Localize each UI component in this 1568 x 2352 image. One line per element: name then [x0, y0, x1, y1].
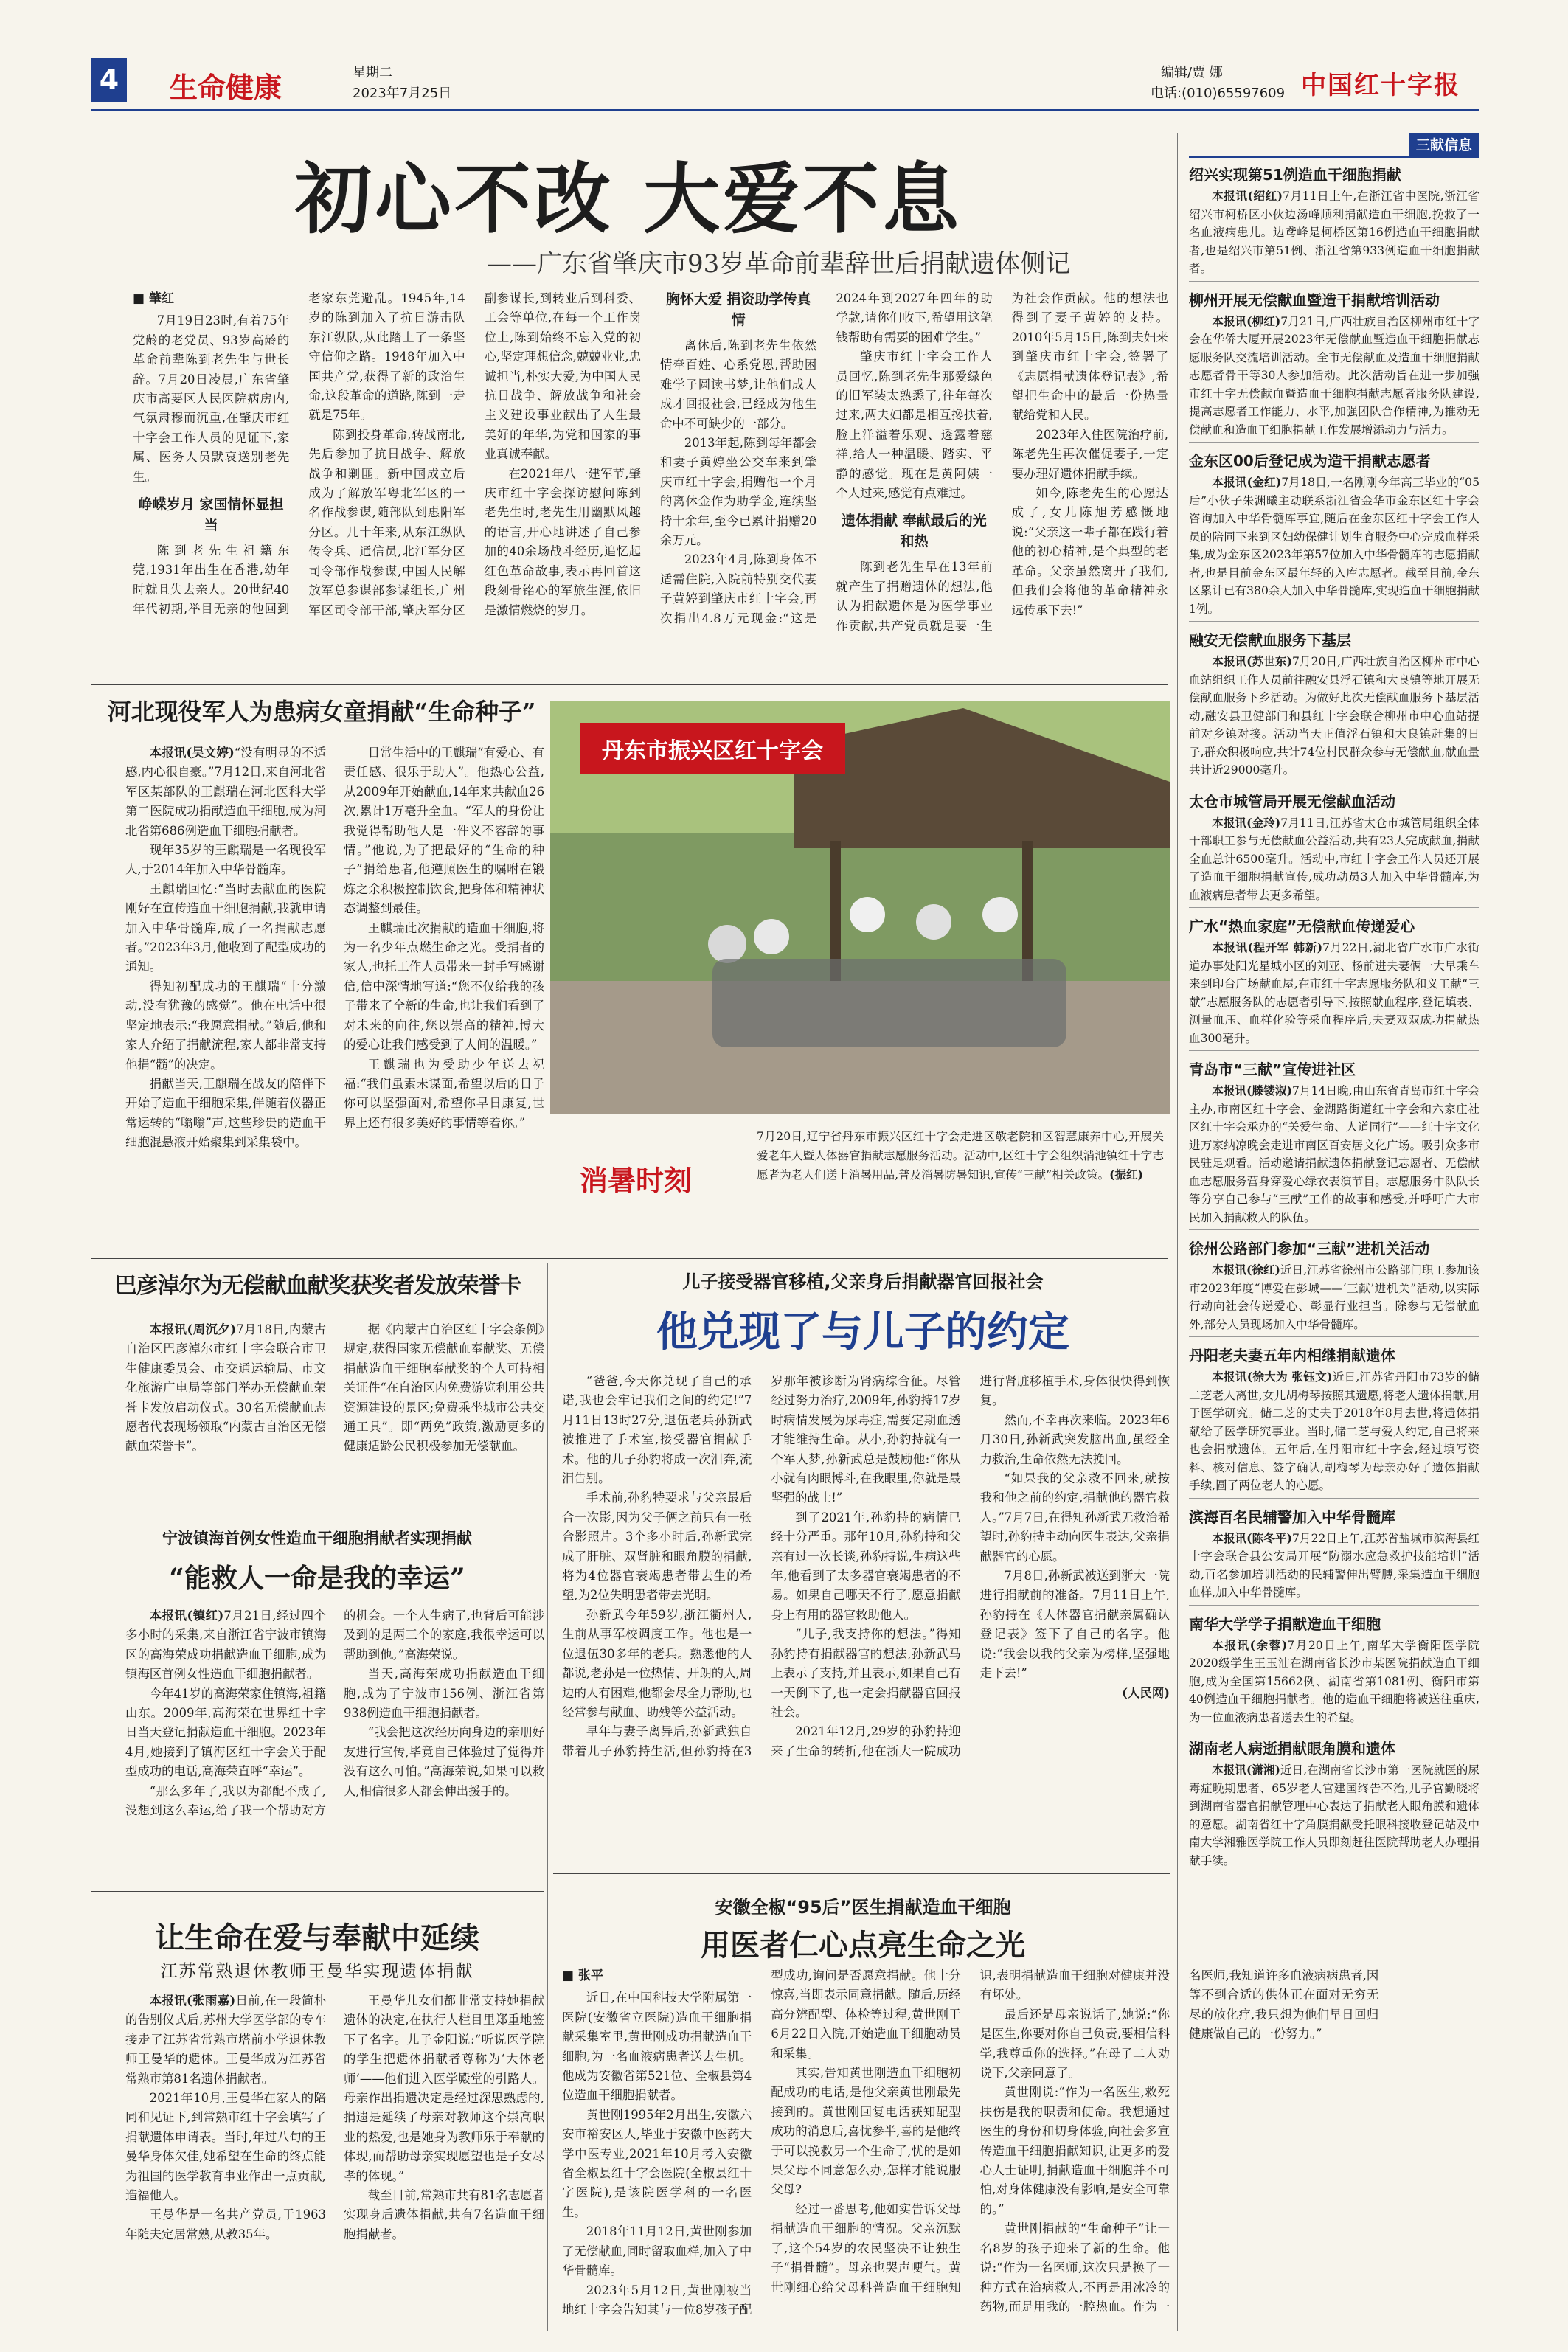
paragraph: 肇庆市红十字会工作人员回忆,陈到老先生那爱绿色的旧军装太熟悉了,往年每次过来,两夫妇都是相互搀扶着,脸上洋溢着乐观、透露着慈祥,给人一种温暖、踏实、平静的感觉。现在是黄阿姨一个人过来,感觉有点难过。 — [836, 350, 993, 501]
brief-item — [1189, 1736, 1479, 1873]
paragraph: 王麒瑞也为受助少年送去祝福:“我们虽素未谋面,希望以后的日子你可以坚强面对,希望你早日康复,世界上还有很多美好的事情等着你。” — [344, 1057, 544, 1130]
brief-divider — [1189, 1605, 1479, 1606]
brief-text: 7月18日,一名刚刚今年高三毕业的“05后”小伙子朱渊曦主动联系浙江省金华市金东区红十字会咨询加入中华骨髓库事宜,随后在金东区红十字会工作人员的陪同下来到区妇幼保健计划生育服务中心完成血样采集,成为金东区2023年第57位加入中华骨髓库的志愿捐献者,也是目前金东区最年轻的入库志愿者。截至目前,金东区累计已有380余人加入中华骨髓库,实现造血干细胞捐献1例。 — [1189, 476, 1479, 616]
brief-text: 7月21日,广西壮族自治区柳州市红十字会在华侨大厦开展2023年无偿献血暨造血干细胞捐献志愿服务队交流培训活动。全市无偿献血及造血干细胞捐献志愿者骨干等30人参加活动。此次活动旨在进一步加强市红十字无偿献血暨造血干细胞捐献志愿者服务队建设,提高志愿者工作能力、水平,加强团队合作精神,为推动无偿献血和造血干细胞捐献工作发展增添动力与活力。 — [1189, 314, 1479, 437]
story6-headline: 他兑现了与儿子的约定 — [656, 1308, 1069, 1356]
paragraph: 2021年10月,王曼华在家人的陪同和见证下,到常熟市红十字会填写了捐献遗体申请表。当时,年过八旬的王曼华身体欠佳,她希望在生命的终点能为祖国的医学教育事业作出一点贡献,造福他人。 — [125, 2091, 326, 2203]
story1-headline: 初心不改 大爱不息 — [295, 154, 962, 244]
paragraph: 王麒瑞此次捐献的造血干细胞,将为一名少年点燃生命之光。受捐者的家人,也托工作人员带来一封手写感谢信,信中深情地写道:“您不仅给我的孩子带来了全新的生命,也让我们看到了对未来的向往,您以崇高的精神,博大的爱心让我们感受到了人间的温暖。” — [344, 920, 544, 1052]
header-rule — [91, 109, 1479, 111]
brief-item — [1189, 789, 1479, 909]
brief-item — [1189, 1612, 1479, 1731]
paragraph: 到了2021年,孙豹持的病情已经十分严重。那年10月,孙豹持和父亲有过一次长谈,孙豹持说,生病这些年,他看到了太多器官衰竭患者的不易。如果自己哪天不行了,愿意捐献身上有用的器官救助他人。 — [771, 1510, 961, 1622]
story5-subtitle: 江苏常熟退休教师王曼华实现遗体捐献 — [160, 1962, 474, 1981]
paragraph: 王麒瑞回忆:“当时去献血的医院刚好在宣传造血干细胞捐献,我就申请加入中华骨髓库,成了一名捐献志愿者。”2023年3月,他收到了配型成功的通知。 — [125, 881, 326, 974]
paragraph: 7月8日,孙新武被送到浙大一院进行捐献前的准备。7月11日上午,孙豹持在《人体器官捐献亲属确认登记表》签下了自己的名字。他说:“我会以我的父亲为榜样,坚强地走下去!” — [979, 1569, 1170, 1681]
story5-body — [125, 1991, 544, 2335]
paragraph: 近日,在中国科技大学附属第一医院(安徽省立医院)造血干细胞捐献采集室里,黄世刚成功捐献造血干细胞,为一名血液病患者送去生机。他成为安徽省第521位、全椒县第4位造血干细胞捐献者。 — [562, 1991, 752, 2103]
paragraph: 2018年11月12日,黄世刚参加了无偿献血,同时留取血样,加入了中华骨髓库。 — [562, 2224, 752, 2278]
brief-body — [1189, 187, 1479, 278]
story4-body — [125, 1606, 544, 1866]
rule — [91, 1891, 544, 1892]
brief-divider — [1189, 621, 1479, 622]
page-number-badge — [91, 58, 127, 102]
paragraph: “儿子,我支持你的想法。”得知孙豹持有捐献器官的想法,孙新武马上表示了支持,并且表示,如果自己有一天倒下了,也一定会捐献器官回报社会。 — [771, 1627, 961, 1719]
paragraph: 2023年5月12日,黄世刚被当地红十字会告知其与一位8岁孩子配型成功,询问是否愿意捐献。他十分惊喜,当即表示同意捐献。随后,历经高分辨配型、体检等过程,黄世刚于6月22日入院,开始造血干细胞动员和采集。 — [562, 1968, 961, 2317]
brief-divider — [1189, 281, 1479, 282]
brief-tag: 本报讯(绍红) — [1212, 189, 1283, 203]
brief-body — [1189, 814, 1479, 905]
brief-tag: 本报讯(陈冬平) — [1212, 1530, 1292, 1545]
paragraph-text: 7月18日,内蒙古自治区巴彦淖尔市红十字会联合市卫生健康委员会、市交通运输局、市文化旅游广电局等部门举办无偿献血荣誉卡发放启动仪式。30名无偿献血志愿者代表现场领取“内蒙古自治区无偿献血荣誉卡”。 — [125, 1322, 327, 1454]
story4-kicker: 宁波镇海首例女性造血干细胞捐献者实现捐献 — [162, 1530, 472, 1547]
paragraph: 王曼华儿女们都非常支持她捐献遗体的决定,在执行人栏目里郑重地签下了名字。儿子金阳说:“听说医学院的学生把遗体捐献者尊称为‘大体老师’——他们进入医学殿堂的引路人。母亲作出捐遗决定是经过深思熟虑的,捐遗是延续了母亲对教师这个崇高职业的热爱,也是她身为教师乐于奉献的体现,而帮助母亲实现愿望也是子女尽孝的体现。” — [344, 1994, 544, 2183]
paragraph: 截至目前,常熟市共有81名志愿者实现身后遗体捐献,共有7名造血干细胞捐献者。 — [344, 2188, 544, 2241]
brief-body — [1189, 1082, 1479, 1227]
brief-text: 7月11日,江苏省太仓市城管局组织全体干部职工参与无偿献血公益活动,共有23人完成献血,捐献全血总计6500毫升。活动中,市红十字会工作人员还开展了造血干细胞捐献宣传,成功动员3人加入中华骨髓库,为血液病患者带去更多希望。 — [1189, 816, 1479, 902]
brief-title: 湖南老人病逝捐献眼角膜和遗体 — [1189, 1740, 1395, 1758]
story3-body — [125, 1320, 544, 1497]
page-number: 4 — [99, 63, 119, 96]
brief-divider — [1189, 1498, 1479, 1499]
brief-body — [1189, 939, 1479, 1047]
paper-logo: 中国红十字报 — [1301, 71, 1460, 100]
paragraph: 黄世刚说:“作为一名医生,救死扶伤是我的职责和使命。我想通过医生的身份和切身体验,向社会多宣传造血干细胞捐献知识,让更多的爱心人士证明,捐献造血干细胞并不可怕,对身体健康没有影响,是安全可靠的。” — [979, 2085, 1170, 2216]
brief-body — [1189, 1261, 1479, 1333]
brief-body — [1189, 1530, 1479, 1602]
brief-title: 绍兴实现第51例造血干细胞捐献 — [1189, 166, 1401, 184]
brief-list — [1189, 162, 1479, 1873]
event-photo — [550, 701, 1170, 1114]
brief-tag: 本报讯(滕镂淑) — [1212, 1083, 1292, 1097]
editor: 编辑/贾 娜 — [1161, 65, 1223, 80]
story6-credit: (人民网) — [1122, 1685, 1170, 1700]
brief-divider — [1189, 907, 1479, 908]
story3-tag: 本报讯(周沉夕) — [149, 1322, 237, 1336]
photo-block — [550, 701, 1170, 1246]
paragraph — [125, 1606, 326, 1685]
story2-headline: 河北现役军人为患病女童捐献“生命种子” — [107, 698, 536, 726]
paragraph: “我会把这次经历向身边的亲朋好友进行宣传,毕竟自己体验过了觉得并没有这么可怕。”高海荣说,如果可以救人,相信很多人都会伸出援手的。 — [344, 1725, 544, 1798]
paragraph: “那么多年了,我以为都配不成了,没想到这么幸运,给了我一个帮助对方的机会。一个人生病了,也背后可能涉及到的是两三个的家庭,我很幸运可以帮助到他。”高海荣说。 — [125, 1609, 544, 1818]
brief-item — [1189, 914, 1479, 1051]
story1-subhead: 胸怀大爱 捐资助学传真情 — [665, 291, 811, 328]
story4-headline: “能救人一命是我的幸运” — [169, 1563, 465, 1594]
brief-tag: 本报讯(金红) — [1212, 475, 1282, 489]
paragraph: 然而,不幸再次来临。2023年6月30日,孙新武突发脑出血,虽经全力救治,生命依然无法挽回。 — [979, 1412, 1170, 1466]
paragraph: 王曼华是一名共产党员,于1963年随夫定居常熟,从教35年。 — [125, 2207, 326, 2241]
paragraph — [125, 1991, 326, 2089]
paragraph: 2023年4月,陈到身体不适需住院,入院前特别交代妻子黄婷到肇庆市红十字会,再次捐出4.8万元现金:“这是2024年到2027年四年的助学款,请你们收下,希望用这笔钱帮助有需要的困难学生。” — [659, 291, 993, 625]
brief-text: 7月22日上午,江苏省盐城市滨海县红十字会联合县公安局开展“防溺水应急救护技能培训”活动,百名参加培训活动的民辅警伸出臂膊,采集造血干细胞血样,加入中华骨髓库。 — [1189, 1531, 1479, 1599]
paragraph: 陈到老先生早在13年前就产生了捐赠遗体的想法,他认为捐献遗体是为医学事业作贡献,共产党员就是要一生为社会作贡献。他的想法也得到了妻子黄婷的支持。2010年5月15日,陈到夫妇来到肇庆市红十字会,签署了《志愿捐献遗体登记表》,希望把生命中的最后一份热量献给党和人民。 — [836, 291, 1168, 633]
section-title: 生命健康 — [170, 72, 282, 104]
story2-body — [125, 743, 544, 1252]
story3-headline: 巴彦淖尔为无偿献血献奖获奖者发放荣誉卡 — [114, 1273, 521, 1299]
paragraph: 在2021年八一建军节,肇庆市红十字会探访慰问陈到老先生时,老先生用幽默风趣的语言,开心地讲述了自己参加的40余场战斗经历,追忆起红色革命故事,表示再回首这段刻骨铭心的军旅生涯,依旧是激情燃烧的岁月。 — [484, 466, 641, 617]
paragraph: “如果我的父亲救不回来,就按我和他之前的约定,捐献他的器官救人。”7月7日,在得知孙新武无救治希望时,孙豹持主动向医生表达,父亲捐献器官的心愿。 — [979, 1471, 1170, 1564]
brief-body — [1189, 1637, 1479, 1727]
brief-title: 徐州公路部门参加“三献”进机关活动 — [1189, 1240, 1430, 1257]
paragraph: 早年与妻子离异后,孙新武独自带着儿子孙豹持生活,但孙豹持在3岁那年被诊断为肾病综合征。尽管经过努力治疗,2009年,孙豹持17岁时病情发展为尿毒症,需要定期血透才能维持生命。从小,孙豹持就有一个军人梦,孙新武总是鼓励他:“你从小就有肉眼博斗,在我眼里,你就是最坚强的战士!” — [562, 1374, 961, 1758]
paragraph: 今年41岁的高海荣家住镇海,祖籍山东。2009年,高海荣在世界红十字日当天登记捐献造血干细胞。2023年4月,她接到了镇海区红十字会关于配型成功的电话,高海荣直呼“幸运”。 — [125, 1686, 326, 1779]
sidebar-divider — [1177, 133, 1178, 2331]
story4-tag: 本报讯(镇红) — [149, 1609, 224, 1623]
paragraph: 得知初配成功的王麒瑞“十分激动,没有犹豫的感觉”。他在电话中很坚定地表示:“我愿意捐献。”随后,他和家人介绍了捐献流程,家人都非常支持他捐“髓”的决定。 — [125, 979, 326, 1072]
paragraph — [125, 743, 326, 841]
column-divider — [547, 1263, 548, 2331]
phone: 电话:(010)65597609 — [1151, 86, 1286, 101]
paragraph: 2013年起,陈到每年都会和妻子黄婷坐公交车来到肇庆市红十字会,捐赠他一个月的离休金作为助学金,连续坚持十余年,至今已累计捐赠20余万元。 — [659, 436, 817, 548]
brief-item — [1189, 448, 1479, 622]
story1-subhead: 峥嵘岁月 家国情怀显担当 — [138, 496, 284, 534]
paragraph: 陈到投身革命,转战南北,先后参加了抗日战争、解放战争和剿匪。新中国成立后成为了解放军粤北军区的一名作战参谋,随部队到惠阳军分区。几十年来,从东江纵队传令兵、通信员,北江军分区司令部作战参谋,中国人民解放军总参谋部参谋组长,广州军区司令部干部,肇庆军分区副参谋长,到转业后到科委、工会等单位,在每一个工作岗位上,陈到始终不忘入党的初心,坚定理想信念,兢兢业业,忠诚担当,朴实大爱,为中国人民抗日战争、解放战争和社会主义建设事业献出了人生最美好的年华,为党和国家的事业真诚奉献。 — [308, 291, 641, 617]
brief-title: 青岛市“三献”宣传进社区 — [1189, 1061, 1356, 1078]
paragraph — [125, 1320, 326, 1457]
brief-item — [1189, 628, 1479, 783]
story7-body — [562, 1966, 1379, 2334]
brief-title: 滨海百名民辅警加入中华骨髓库 — [1189, 1508, 1395, 1526]
paragraph: 黄世刚1995年2月出生,安徽六安市裕安区人,毕业于安徽中医药大学中医专业,2021年10月考入安徽省全椒县红十字会医院(全椒县红十字医院),是该院医学科的一名医生。 — [562, 2107, 752, 2219]
photo-caption-text: 7月20日,辽宁省丹东市振兴区红十字会走进区敬老院和区智慧康养中心,开展关爱老年人暨人体器官捐献志愿服务活动。活动中,区红十字会组织消池镇红十字志愿者为老人们送上消暑用品,普及消暑防暑知识,宣传“三献”相关政策。 — [757, 1130, 1164, 1182]
brief-item — [1189, 1057, 1479, 1230]
brief-item — [1189, 1343, 1479, 1499]
paragraph: 7月19日23时,有着75年党龄的老党员、93岁高龄的革命前辈陈到老先生与世长辞。7月20日凌晨,广东省肇庆市高要区人民医院病房内,气氛肃穆而沉重,在肇庆市红十字会工作人员的见证下,家属、医务人员默哀送别老先生。 — [133, 313, 290, 484]
brief-title: 广水“热血家庭”无偿献血传递爱心 — [1189, 917, 1415, 935]
brief-tag: 本报讯(柳红) — [1212, 313, 1281, 328]
paragraph: 当天,高海荣成功捐献造血干细胞,成为了宁波市156例、浙江省第938例造血干细胞捐献者。 — [344, 1667, 544, 1721]
story5-tag: 本报讯(张雨嘉) — [149, 1994, 236, 2008]
brief-text: 7月11日上午,在浙江省中医院,浙江省绍兴市柯桥区小伙边汤峰顺利捐献造血干细胞,挽救了一名血液病患儿。边鸢峰是柯桥区第16例造血干细胞捐献者,也是绍兴市第51例、浙江省第933例造血干细胞捐献者。 — [1189, 190, 1479, 275]
paragraph: 孙新武今年59岁,浙江衢州人,生前从事军校调度工作。他也是一位退伍30多年的老兵。熟悉他的人都说,老孙是一位热情、开朗的人,周边的人有困难,他都会尽全力帮助,也经常参与献血、助残等公益活动。 — [562, 1607, 752, 1719]
brief-body — [1189, 1368, 1479, 1495]
rule — [553, 1873, 1170, 1874]
paragraph-text: 7月21日,经过四个多小时的采集,来自浙江省宁波市镇海区的高海荣成功捐献造血干细胞,成为镇海区首例女性造血干细胞捐献者。 — [125, 1609, 326, 1682]
paragraph: 捐献当天,王麒瑞在战友的陪伴下开始了造血干细胞采集,伴随着仪器正常运转的“嗡嗡”声,这些珍贵的造血干细胞混悬液开始聚集到采集袋中。 — [125, 1076, 326, 1150]
rule — [91, 684, 1168, 685]
paragraph: 日常生活中的王麒瑞“有爱心、有责任感、很乐于助人”。他热心公益,从2009年开始献血,14年来共献血26次,累计1万毫升全血。“军人的身份让我觉得帮助他人是一件义不容辞的事情。”他说,为了把最好的“生命的种子”捐给患者,他遵照医生的嘱咐在锻炼之余积极控制饮食,把身体和精神状态调整到最佳。 — [344, 746, 544, 916]
brief-text: 7月20日,广西壮族自治区柳州市中心血站组织工作人员前往融安县浮石镇和大良镇等地开展无偿献血服务下乡活动。为做好此次无偿献血服务下基层活动,融安县卫健部门和县红十字会联合柳州市中心血站提前对乡镇对接。活动当天正值浮石镇和大良镇赶集的日子,群众积极响应,共计74位村民群众参与无偿献血,献血量共计近29000毫升。 — [1189, 655, 1479, 777]
story6-kicker: 儿子接受器官移植,父亲身后捐献器官回报社会 — [682, 1272, 1044, 1292]
photo-caption — [757, 1127, 1164, 1184]
brief-body — [1189, 473, 1479, 618]
paragraph: 黄世刚捐献的“生命种子”让一名8岁的孩子迎来了新的生命。他说:“作为一名医师,这次只是换了一种方式在治病救人,不再是用冰冷的药物,而是用我的一腔热血。作为一名医师,我知道许多血液病病患者,因等不到合适的供体正在面对无穷无尽的放化疗,我只想为他们早日回归健康做自己的一份努力。” — [979, 1968, 1379, 2314]
story1-body — [133, 289, 1168, 679]
brief-item — [1189, 1236, 1479, 1337]
issue-date: 2023年7月25日 — [353, 86, 452, 101]
paragraph: 手术前,孙豹特要求与父亲最后合一次影,因为父子俩之前只有一张合影照片。3个多小时后,孙新武完成了肝脏、双肾脏和眼角膜的捐献,将为4位器官衰竭患者带去生的希望,为2位失明患者带去光明。 — [562, 1491, 752, 1603]
story1-subtitle: ——广东省肇庆市93岁革命前辈辞世后捐献遗体侧记 — [487, 249, 1071, 279]
brief-text: 近日,江苏省丹阳市73岁的储二芝老人离世,女儿胡梅琴按照其遗愿,将老人遗体捐献,用于医学研究。储二芝的丈夫于2018年8月去世,将遗体捐献给了医学研究事业。当时,储二芝与爱人约定,自己将来也会捐献遗体。五年后,在丹阳市红十字会,经过填写资料、核对信息、签字确认,胡梅琴为母亲办好了遗体捐献手续,圆了两位老人的心愿。 — [1189, 1370, 1479, 1492]
brief-title: 金东区00后登记成为造干捐献志愿者 — [1189, 452, 1431, 470]
brief-tag: 本报讯(金玲) — [1212, 815, 1281, 830]
brief-text: 7月14日晚,由山东省青岛市红十字会主办,市南区红十字会、金湖路街道红十字会和六家庄社区红十字会承办的“关爱生命、人道同行”——红十字文化进万家纳凉晚会走进市南区百安居文化广场。吸引众多市民驻足观看。活动邀请捐献遗体捐献登记志愿者、无偿献血志愿服务营身穿爱心绿衣表演节目。志愿服务中队队长等分享自己参与“三献”工作的故事和感受,并呼吁广大市民加入捐献救人的队伍。 — [1189, 1084, 1479, 1224]
story7-headline: 用医者仁心点亮生命之光 — [701, 1928, 1025, 1963]
story7-byline: ■ 张平 — [562, 1968, 603, 1983]
brief-divider — [1189, 1229, 1479, 1230]
paragraph: 最后还是母亲说话了,她说:“你是医生,你要对你自己负责,要相信科学,我尊重你的选择。”在母子二人劝说下,父亲同意了。 — [979, 2007, 1170, 2081]
brief-tag: 本报讯(苏世东) — [1212, 654, 1292, 668]
brief-tag: 本报讯(潇湘) — [1212, 1763, 1280, 1777]
paragraph: 其实,告知黄世刚造血干细胞初配成功的电话,是他父亲黄世刚最先接到的。黄世刚回复电话获知配型成功的消息后,喜忧参半,喜的是他终于可以挽救另一个生命了,忧的是如果父母不同意怎么办,怎样才能说服父母? — [771, 2066, 961, 2197]
photo-banner-text: 丹东市振兴区红十字会 — [602, 738, 823, 764]
brief-body — [1189, 1761, 1479, 1870]
brief-item — [1189, 288, 1479, 443]
brief-tag: 本报讯(余蓉) — [1212, 1637, 1288, 1652]
paragraph: 2023年入住医院治疗前,陈老先生再次催促妻子,一定要办理好遗体捐献手续。 — [1011, 427, 1168, 481]
brief-divider — [1189, 1336, 1479, 1337]
story1-byline: ■ 肇红 — [133, 291, 174, 306]
photo-label: 消暑时刻 — [580, 1164, 693, 1197]
paragraph: 2021年12月,29岁的孙豹持迎来了生命的转折,他在浙大一院成功进行肾脏移植手术,身体很快得到恢复。 — [771, 1374, 1170, 1758]
brief-text: 7月20日上午,南华大学衡阳医学院2020级学生王玉汕在湖南省长沙市某医院捐献造血干细胞,成为全国第15662例、湖南省第1081例、衡阳市第40例造血干细胞捐献者。他的造血干细胞将被送往重庆,为一位血液病患者送去生的希望。 — [1189, 1638, 1479, 1724]
paragraph: 离休后,陈到老先生依然情牵百姓、心系党恩,帮助困难学子圆读书梦,让他们成人成才回报社会,已经成为他生命中不可缺少的一部分。 — [659, 339, 817, 431]
sidebar-label-bar — [1189, 133, 1479, 158]
sidebar-label: 三献信息 — [1409, 133, 1479, 156]
story1-subhead: 遗体捐献 奉献最后的光和热 — [842, 513, 987, 550]
paragraph: 经过一番思考,他如实告诉父母捐献造血干细胞的情况。父亲沉默了,这个54岁的农民坚决不让独生子“捐骨髓”。母亲也哭声哽气。黄世刚细心给父母科普造血干细胞知识,表明捐献造血干细胞对健康并没有坏处。 — [771, 1968, 1170, 2294]
paragraph: 如今,陈老先生的心愿达成了,女儿陈旭芳感慨地说:“父亲这一辈子都在践行着他的初心精神,是个典型的老革命。父亲虽然离开了我们,但我们会将他的革命精神永远传承下去!” — [1011, 486, 1168, 617]
brief-body — [1189, 653, 1479, 780]
brief-body — [1189, 313, 1479, 440]
paragraph: 据《内蒙古自治区红十字会条例》规定,获得国家无偿献血奉献奖、无偿捐献造血干细胞奉献奖的个人可持相关证件“在自治区内免费游览利用公共资源建设的景区;免费乘坐城市公共交通工具”。即“两免”政策,激励更多的健康适龄公民积极参加无偿献血。 — [344, 1322, 544, 1454]
brief-divider — [1189, 442, 1479, 443]
paragraph: “爸爸,今天你兑现了自己的承诺,我也会牢记我们之间的约定!”7月11日13时27分,退伍老兵孙新武被推进了手术室,接受器官捐献手术。他的儿子孙豹将成一次泪奔,流泪告别。 — [562, 1374, 752, 1486]
paragraph: 陈到老先生祖籍东莞,1931年出生在香港,幼年时就且失去亲人。20世纪40年代初期,举目无亲的他回到老家东莞避乱。1945年,14岁的陈到加入了抗日游击队东江纵队,从此踏上了一条坚守信仰之路。1948年加入中国共产党,获得了新的政治生命,这段革命的道路,陈到一走就是75年。 — [133, 291, 465, 617]
paragraph-text: “没有明显的不适感,内心很自豪。”7月12日,来自河北省军区某部队的王麒瑞在河北医科大学第二医院成功捐献造血干细胞,成为河北省第686例造血干细胞捐献者。 — [125, 746, 326, 838]
brief-text: 近日,江苏省徐州市公路部门职工参加该市2023年度“博爱在彭城——‘三献’进机关”活动,以实际行动向社会传递爱心、彰显行业担当。除参与无偿献血外,部分人员现场加入中华骨髓库。 — [1189, 1263, 1479, 1331]
story5-headline: 让生命在爱与奉献中延续 — [155, 1921, 479, 1955]
brief-divider — [1189, 1050, 1479, 1051]
brief-tag: 本报讯(程开军 韩新) — [1212, 940, 1323, 954]
story7-kicker: 安徽全椒“95后”医生捐献造血干细胞 — [715, 1897, 1011, 1918]
brief-text: 7月22日,湖北省广水市广水街道办事处阳光星城小区的刘亚、杨前进夫妻俩一大早乘车来到印台广场献血屋,在市红十字志愿服务队和义工献“三献”志愿服务队的志愿者引导下,按照献血程序,登记填表、测量血压、血样化验等采血程序后,夫妻双双成功捐献热血300毫升。 — [1189, 941, 1479, 1045]
brief-title: 柳州开展无偿献血暨造干捐献培训活动 — [1189, 291, 1440, 309]
brief-tag: 本报讯(徐红) — [1212, 1263, 1280, 1277]
photo-credit: (振红) — [1109, 1168, 1144, 1182]
brief-title: 太仓市城管局开展无偿献血活动 — [1189, 792, 1395, 811]
brief-tag: 本报讯(徐大为 张钰文) — [1212, 1370, 1333, 1384]
weekday: 星期二 — [353, 65, 392, 80]
paragraph-text: 日前,在一段简朴的告别仪式后,苏州大学医学部的专车接走了江苏省常熟市塔前小学退休教师王曼华的遗体。王曼华成为江苏省常熟市第81名遗体捐献者。 — [125, 1994, 326, 2086]
brief-item — [1189, 1505, 1479, 1606]
brief-item — [1189, 162, 1479, 282]
paragraph: 现年35岁的王麒瑞是一名现役军人,于2014年加入中华骨髓库。 — [125, 843, 326, 877]
brief-title: 丹阳老夫妻五年内相继捐献遗体 — [1189, 1347, 1395, 1364]
brief-title: 南华大学学子捐献造血干细胞 — [1189, 1614, 1381, 1633]
brief-text: 近日,在湖南省长沙市第一医院就医的尿毒症晚期患者、65岁老人官建国终告不治,儿子官勤晓将到湖南省器官捐献管理中心表达了捐献老人眼角膜和遗体的意愿。湖南省红十字角膜捐献受托眼科接收登记站及中南大学湘雅医学院工作人员即刻赶往医院帮助老人办理捐献手续。 — [1189, 1763, 1479, 1867]
story6-body — [562, 1372, 1170, 1888]
story2-tag: 本报讯(吴文婷) — [149, 746, 235, 760]
brief-title: 融安无偿献血服务下基层 — [1189, 631, 1351, 649]
rule — [91, 1258, 1168, 1259]
